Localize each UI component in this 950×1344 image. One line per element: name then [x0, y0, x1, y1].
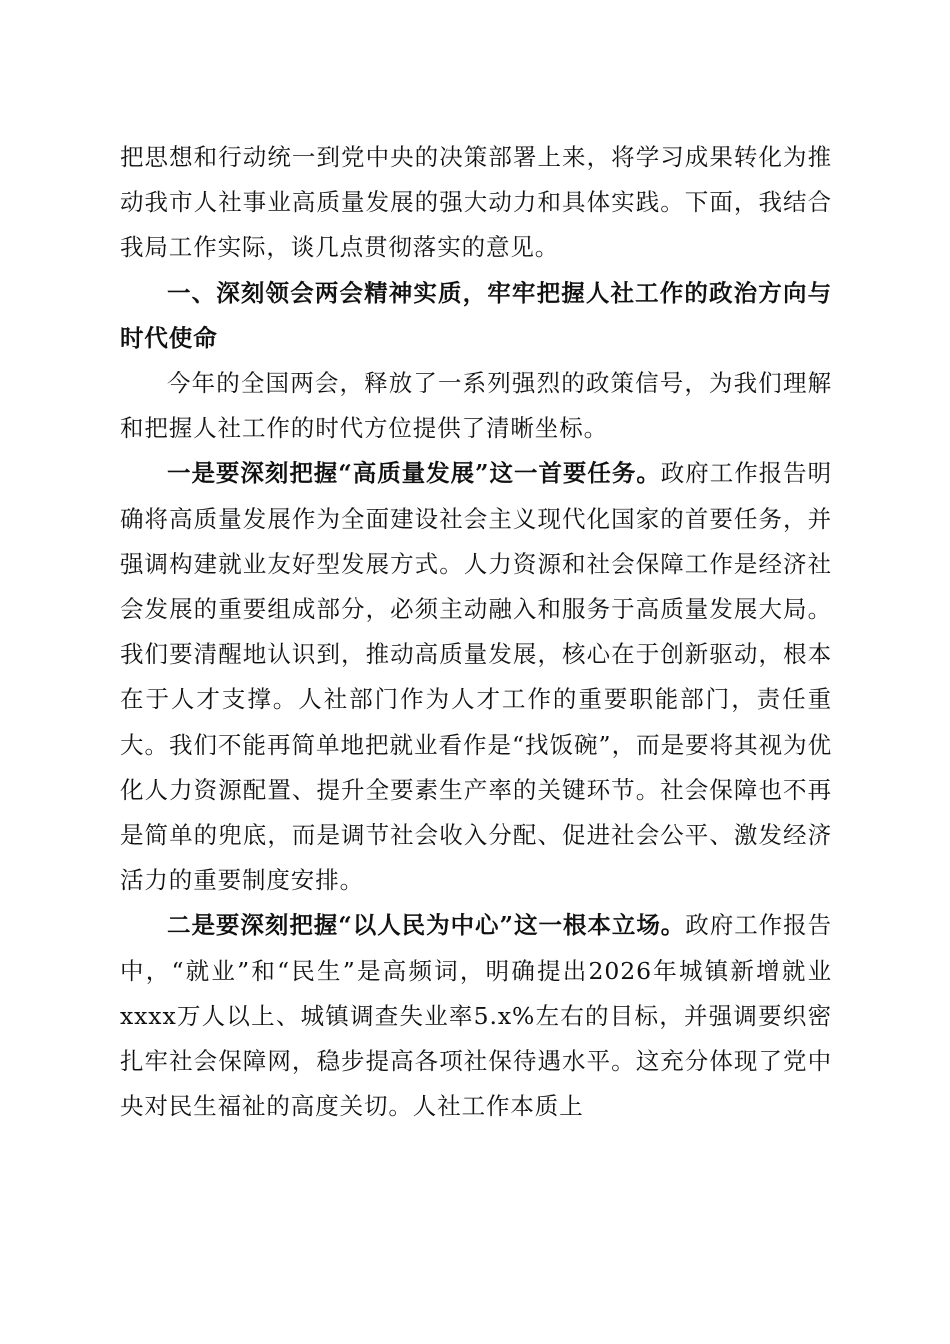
body-paragraph-3	[120, 903, 832, 1129]
paragraph-body-text: 政府工作报告中，“就业”和“民生”是高频词，明确提出2026年城镇新增就业xxxx万人以上、城镇调查失业率5.x%左右的目标，并强调要织密扎牢社会保障网，稳步提高各项社保待遇水平。这充分体现了党中央对民生福祉的高度关切。人社工作本质上	[120, 911, 832, 1121]
body-paragraph-2	[120, 451, 832, 903]
paragraph-lead-sentence: 一是要深刻把握“高质量发展”这一首要任务。	[167, 459, 661, 488]
section-heading-1: 一、深刻领会两会精神实质，牢牢把握人社工作的政治方向与时代使命	[120, 278, 832, 352]
paragraph-lead-sentence: 二是要深刻把握“以人民为中心”这一根本立场。	[167, 911, 686, 940]
document-page	[120, 135, 832, 1129]
body-paragraph-intro: 把思想和行动统一到党中央的决策部署上来，将学习成果转化为推动我市人社事业高质量发展的强大动力和具体实践。下面，我结合我局工作实际，谈几点贯彻落实的意见。	[120, 143, 832, 262]
body-paragraph-1: 今年的全国两会，释放了一系列强烈的政策信号，为我们理解和把握人社工作的时代方位提供了清晰坐标。	[120, 369, 832, 443]
paragraph-body-text: 政府工作报告明确将高质量发展作为全面建设社会主义现代化国家的首要任务，并强调构建就业友好型发展方式。人力资源和社会保障工作是经济社会发展的重要组成部分，必须主动融入和服务于高质量发展大局。我们要清醒地认识到，推动高质量发展，核心在于创新驱动，根本在于人才支撑。人社部门作为人才工作的重要职能部门，责任重大。我们不能再简单地把就业看作是“找饭碗”，而是要将其视为优化人力资源配置、提升全要素生产率的关键环节。社会保障也不再是简单的兜底，而是调节社会收入分配、促进社会公平、激发经济活力的重要制度安排。	[120, 459, 832, 895]
